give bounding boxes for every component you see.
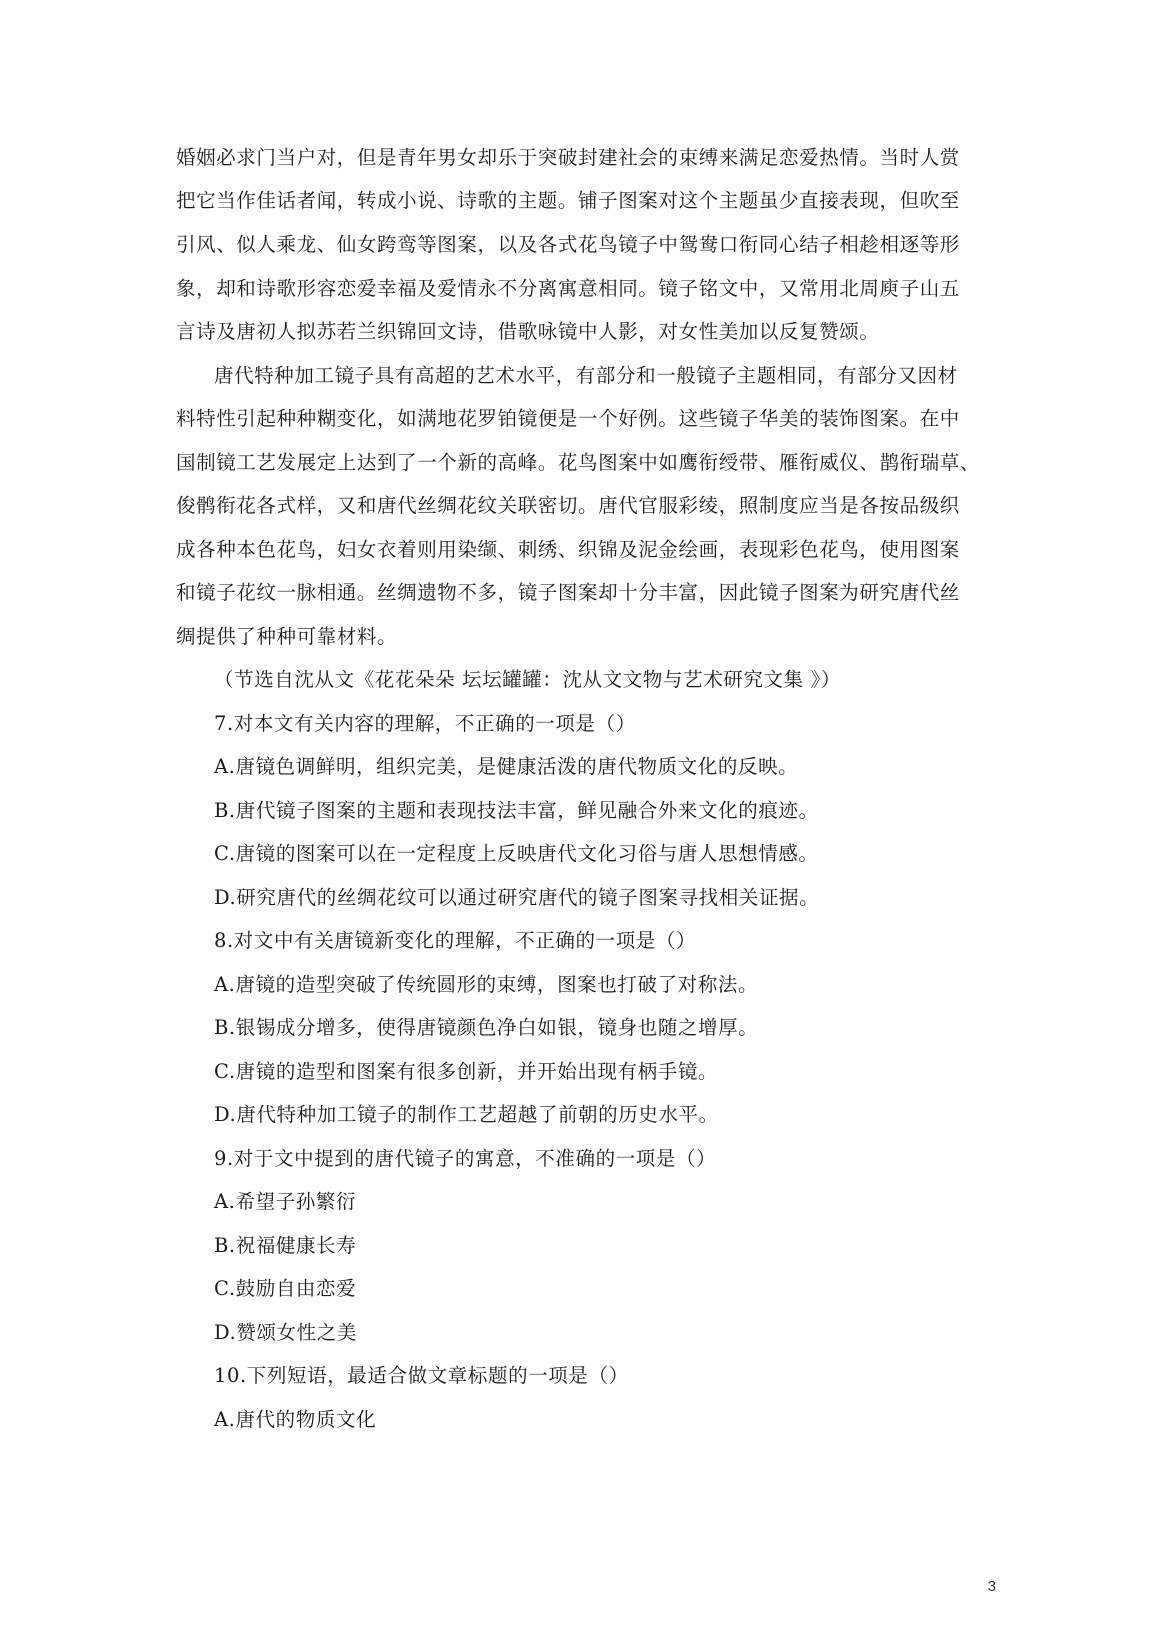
question-stem: 8.对文中有关唐镜新变化的理解，不正确的一项是（） [214, 929, 697, 952]
paragraph-1-line: 引风、似人乘龙、仙女跨鸾等图案，以及各式花鸟镜子中鸳鸯口衔同心结子相趁相逐等形 [176, 233, 960, 256]
paragraph-1-line: 象，却和诗歌形容恋爱幸福及爱情永不分离寓意相同。镜子铭文中，又常用北周庾子山五 [176, 277, 960, 300]
question-option: B.祝福健康长寿 [214, 1234, 357, 1257]
page-number: 3 [987, 1578, 996, 1595]
paragraph-2-line: 国制镜工艺发展定上达到了一个新的高峰。花鸟图案中如鹰衔绶带、雁衔威仪、鹊衔瑞草、 [176, 451, 981, 474]
paragraph-1-line: 言诗及唐初人拟苏若兰织锦回文诗，借歌咏镜中人影，对女性美加以反复赞颂。 [176, 320, 880, 343]
paragraph-2-line: 成各种本色花鸟，妇女衣着则用染缬、刺绣、织锦及泥金绘画，表现彩色花鸟，使用图案 [176, 538, 960, 561]
paragraph-2-line: 和镜子花纹一脉相通。丝绸遗物不多，镜子图案却十分丰富，因此镜子图案为研究唐代丝 [176, 581, 960, 604]
question-option: D.赞颂女性之美 [214, 1321, 357, 1344]
paragraph-2-line: 绸提供了种种可靠材料。 [176, 625, 398, 648]
question-stem: 7.对本文有关内容的理解，不正确的一项是（） [214, 712, 636, 735]
paragraph-2-line: 料特性引起种种糊变化，如满地花罗铂镜便是一个好例。这些镜子华美的装饰图案。在中 [176, 407, 960, 430]
question-option: D.研究唐代的丝绸花纹可以通过研究唐代的镜子图案寻找相关证据。 [214, 886, 820, 909]
question-option: A.希望子孙繁衍 [214, 1190, 357, 1213]
question-option: D.唐代特种加工镜子的制作工艺超越了前朝的历史水平。 [214, 1103, 719, 1126]
source-citation: （节选自沈从文《花花朵朵 坛坛罐罐：沈从文文物与艺术研究文集 》） [214, 668, 841, 691]
question-option: B.唐代镜子图案的主题和表现技法丰富，鲜见融合外来文化的痕迹。 [214, 799, 819, 822]
paragraph-1-line: 婚姻必求门当户对，但是青年男女却乐于突破封建社会的束缚来满足恋爱热情。当时人赏 [176, 146, 960, 169]
paragraph-2-line: 俊鹘衔花各式样，又和唐代丝绸花纹关联密切。唐代官服彩绫，照制度应当是各按品级织 [176, 494, 960, 517]
question-stem: 10.下列短语，最适合做文章标题的一项是（） [214, 1364, 629, 1387]
question-option: A.唐镜的造型突破了传统圆形的束缚，图案也打破了对称法。 [214, 973, 759, 996]
question-option: A.唐镜色调鲜明，组织完美，是健康活泼的唐代物质文化的反映。 [214, 755, 799, 778]
question-option: A.唐代的物质文化 [214, 1408, 377, 1431]
question-option: B.银锡成分增多，使得唐镜颜色净白如银，镜身也随之增厚。 [214, 1016, 759, 1039]
question-option: C.鼓励自由恋爱 [214, 1277, 357, 1300]
paragraph-2-line: 唐代特种加工镜子具有高超的艺术水平，有部分和一般镜子主题相同，有部分又因材 [214, 364, 958, 387]
paragraph-1-line: 把它当作佳话者闻，转成小说、诗歌的主题。铺子图案对这个主题虽少直接表现，但吹至 [176, 189, 960, 212]
question-option: C.唐镜的图案可以在一定程度上反映唐代文化习俗与唐人思想情感。 [214, 842, 819, 865]
question-option: C.唐镜的造型和图案有很多创新，并开始出现有柄手镜。 [214, 1060, 719, 1083]
question-stem: 9.对于文中提到的唐代镜子的寓意，不准确的一项是（） [214, 1147, 717, 1170]
